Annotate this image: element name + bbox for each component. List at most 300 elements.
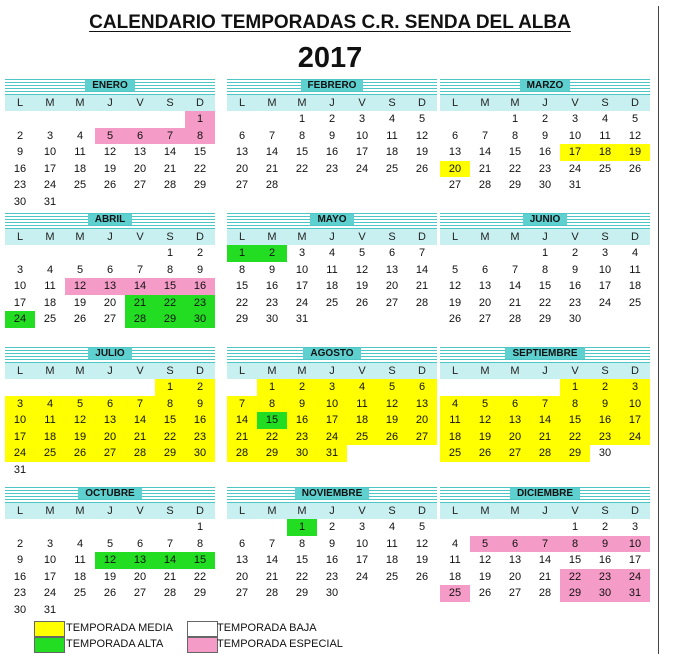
weekday-label: M xyxy=(75,505,85,517)
day-cell: 21 xyxy=(163,162,177,175)
day-cell: 9 xyxy=(571,263,579,276)
month-septiembre xyxy=(440,347,650,462)
empty-cell xyxy=(125,245,155,262)
day-cell: 2 xyxy=(328,521,336,533)
day-cell: 23 xyxy=(185,295,215,312)
day-cell: 11 xyxy=(386,129,398,142)
day-cell: 1 xyxy=(166,247,174,259)
weekday-label: M xyxy=(75,97,85,109)
month-noviembre xyxy=(227,487,437,602)
day-cell: 7 xyxy=(136,263,144,276)
day-cell: 14 xyxy=(265,146,279,158)
day-cell: 10 xyxy=(43,554,57,566)
month-name: ABRIL xyxy=(88,214,133,225)
day-cell: 6 xyxy=(500,536,530,553)
day-cell: 6 xyxy=(407,379,437,396)
day-cell: 15 xyxy=(568,554,582,566)
empty-cell xyxy=(530,519,560,536)
day-cell: 22 xyxy=(235,296,249,309)
day-cell: 24 xyxy=(598,296,612,309)
empty-cell xyxy=(440,111,470,128)
weekday-label: M xyxy=(297,97,307,109)
weekday-label: D xyxy=(631,97,639,109)
day-cell: 1 xyxy=(511,113,519,125)
day-cell: 13 xyxy=(235,554,249,566)
day-cell: 13 xyxy=(407,396,437,413)
weekday-label: D xyxy=(196,231,204,243)
day-cell: 29 xyxy=(560,445,590,462)
day-cell: 15 xyxy=(185,552,215,569)
day-cell: 29 xyxy=(560,585,590,602)
day-cell: 7 xyxy=(530,396,560,413)
day-cell: 17 xyxy=(598,280,612,292)
empty-cell xyxy=(35,111,65,128)
day-cell: 29 xyxy=(193,587,207,599)
day-cell: 27 xyxy=(235,587,249,599)
day-cell: 14 xyxy=(265,554,279,566)
day-cell: 2 xyxy=(328,113,336,125)
day-cell: 5 xyxy=(358,247,366,259)
day-cell: 12 xyxy=(103,146,117,158)
day-cell: 18 xyxy=(448,570,462,583)
weekday-label: L xyxy=(238,231,246,243)
day-cell: 22 xyxy=(295,162,309,175)
day-cell: 8 xyxy=(298,129,306,142)
weekday-label: L xyxy=(451,365,459,377)
day-cell: 7 xyxy=(511,263,519,276)
day-cell: 25 xyxy=(325,296,339,309)
weekday-label: V xyxy=(136,505,144,517)
day-cell: 3 xyxy=(46,537,54,550)
day-cell: 9 xyxy=(185,396,215,413)
day-cell: 11 xyxy=(326,263,338,276)
day-cell: 12 xyxy=(415,537,429,550)
day-cell: 16 xyxy=(265,280,279,292)
empty-cell xyxy=(470,519,500,536)
day-cell: 4 xyxy=(35,396,65,413)
day-cell: 27 xyxy=(407,429,437,446)
day-cell: 10 xyxy=(355,537,369,550)
weekday-label: M xyxy=(267,505,277,517)
day-cell: 19 xyxy=(415,554,429,566)
day-cell: 11 xyxy=(440,412,470,429)
empty-cell xyxy=(440,245,470,262)
day-cell: 19 xyxy=(415,146,429,158)
day-cell: 23 xyxy=(538,162,552,175)
empty-cell xyxy=(35,245,65,262)
weekday-label: V xyxy=(358,365,366,377)
weekday-label: V xyxy=(358,97,366,109)
day-cell: 16 xyxy=(598,554,612,566)
weekday-label: J xyxy=(107,97,113,109)
day-cell: 18 xyxy=(73,162,87,175)
year-heading: 2017 xyxy=(297,42,363,74)
empty-cell xyxy=(257,519,287,536)
day-cell: 10 xyxy=(355,129,369,142)
day-cell: 18 xyxy=(43,296,57,309)
month-abril xyxy=(5,213,215,328)
day-cell: 22 xyxy=(257,429,287,446)
day-cell: 28 xyxy=(265,179,279,191)
day-cell: 28 xyxy=(415,296,429,309)
day-cell: 7 xyxy=(166,537,174,550)
empty-cell xyxy=(227,519,257,536)
empty-cell xyxy=(5,111,35,128)
month-header xyxy=(227,79,437,95)
day-cell: 4 xyxy=(601,113,609,125)
day-cell: 30 xyxy=(568,313,582,325)
day-cell: 4 xyxy=(388,113,396,125)
day-cell: 30 xyxy=(13,195,27,208)
day-cell: 5 xyxy=(418,521,426,533)
day-cell: 7 xyxy=(125,396,155,413)
day-cell: 18 xyxy=(325,280,339,292)
day-cell: 4 xyxy=(388,521,396,533)
day-cell: 10 xyxy=(13,280,27,292)
weekday-label: D xyxy=(418,505,426,517)
weekday-label: S xyxy=(388,231,396,243)
day-cell: 19 xyxy=(73,296,87,309)
empty-cell xyxy=(227,379,257,396)
day-cell: 17 xyxy=(13,296,27,309)
day-cell: 1 xyxy=(196,521,204,533)
day-cell: 8 xyxy=(196,537,204,550)
weekday-label: M xyxy=(510,231,520,243)
weekday-label: L xyxy=(451,97,459,109)
day-cell: 6 xyxy=(500,396,530,413)
month-header xyxy=(5,213,215,229)
weekday-label: M xyxy=(510,365,520,377)
day-cell: 2 xyxy=(571,247,579,259)
weekday-label: S xyxy=(166,505,174,517)
month-header xyxy=(440,79,650,95)
weekday-label: M xyxy=(267,231,277,243)
day-cell: 10 xyxy=(5,412,35,429)
empty-cell xyxy=(5,519,35,536)
day-cell: 5 xyxy=(76,263,84,276)
empty-cell xyxy=(5,379,35,396)
day-cell: 1 xyxy=(571,521,579,533)
days-grid xyxy=(227,519,437,602)
weekday-label: V xyxy=(571,231,579,243)
weekday-label: J xyxy=(107,231,113,243)
day-cell: 7 xyxy=(418,247,426,259)
day-cell: 4 xyxy=(631,247,639,259)
day-cell: 24 xyxy=(355,570,369,583)
empty-cell xyxy=(470,379,500,396)
day-cell: 21 xyxy=(530,429,560,446)
day-cell: 17 xyxy=(295,280,309,292)
day-cell: 29 xyxy=(193,179,207,191)
day-cell: 12 xyxy=(628,129,642,142)
empty-cell xyxy=(155,111,185,128)
weekday-label: J xyxy=(329,505,335,517)
weekday-label: S xyxy=(166,97,174,109)
day-cell: 27 xyxy=(235,179,249,191)
day-cell: 6 xyxy=(136,537,144,550)
empty-cell xyxy=(95,519,125,536)
weekday-label: M xyxy=(297,231,307,243)
weekday-header-row xyxy=(440,363,650,379)
weekday-header-row xyxy=(440,503,650,519)
day-cell: 30 xyxy=(590,585,620,602)
day-cell: 11 xyxy=(44,280,56,292)
day-cell: 15 xyxy=(295,146,309,158)
day-cell: 5 xyxy=(106,537,114,550)
month-name: AGOSTO xyxy=(303,348,360,359)
days-grid xyxy=(440,379,650,462)
month-name: ENERO xyxy=(85,80,135,91)
legend-label-especial: TEMPORADA ESPECIAL xyxy=(217,638,343,650)
day-cell: 19 xyxy=(478,570,492,583)
month-header xyxy=(227,487,437,503)
day-cell: 22 xyxy=(295,570,309,583)
month-febrero xyxy=(227,79,437,194)
day-cell: 12 xyxy=(65,412,95,429)
day-cell: 20 xyxy=(235,570,249,583)
day-cell: 26 xyxy=(103,179,117,191)
day-cell: 21 xyxy=(265,162,279,175)
day-cell: 10 xyxy=(598,263,612,276)
empty-cell xyxy=(500,379,530,396)
day-cell: 3 xyxy=(601,247,609,259)
day-cell: 24 xyxy=(355,162,369,175)
month-name: MAYO xyxy=(310,214,353,225)
day-cell: 24 xyxy=(568,162,582,175)
day-cell: 4 xyxy=(328,247,336,259)
day-cell: 1 xyxy=(227,245,257,262)
day-cell: 29 xyxy=(155,311,185,328)
month-header xyxy=(440,347,650,363)
day-cell: 24 xyxy=(620,429,650,446)
page-right-border xyxy=(658,6,659,654)
day-cell: 2 xyxy=(16,129,24,142)
weekday-label: V xyxy=(358,505,366,517)
empty-cell xyxy=(227,111,257,128)
day-cell: 6 xyxy=(125,128,155,145)
month-name: MARZO xyxy=(520,80,571,91)
day-cell: 3 xyxy=(16,263,24,276)
day-cell: 4 xyxy=(76,537,84,550)
empty-cell xyxy=(500,519,530,536)
legend-swatch-baja xyxy=(187,621,218,637)
month-name: JUNIO xyxy=(523,214,568,225)
day-cell: 13 xyxy=(478,280,492,292)
day-cell: 31 xyxy=(620,585,650,602)
day-cell: 7 xyxy=(530,536,560,553)
month-header xyxy=(440,213,650,229)
day-cell: 1 xyxy=(155,379,185,396)
empty-cell xyxy=(65,379,95,396)
day-cell: 5 xyxy=(451,263,459,276)
month-diciembre xyxy=(440,487,650,602)
days-grid xyxy=(440,245,650,328)
day-cell: 12 xyxy=(377,396,407,413)
day-cell: 28 xyxy=(530,445,560,462)
day-cell: 25 xyxy=(35,445,65,462)
day-cell: 16 xyxy=(538,146,552,158)
weekday-label: V xyxy=(136,231,144,243)
day-cell: 29 xyxy=(257,445,287,462)
day-cell: 19 xyxy=(355,280,369,292)
day-cell: 25 xyxy=(385,570,399,583)
day-cell: 13 xyxy=(133,146,147,158)
day-cell: 27 xyxy=(103,313,117,325)
day-cell: 3 xyxy=(631,521,639,533)
weekday-header-row xyxy=(227,363,437,379)
weekday-label: V xyxy=(358,231,366,243)
day-cell: 18 xyxy=(385,554,399,566)
day-cell: 25 xyxy=(628,296,642,309)
day-cell: 8 xyxy=(541,263,549,276)
legend-swatch-media xyxy=(34,621,65,637)
day-cell: 7 xyxy=(481,129,489,142)
day-cell: 15 xyxy=(155,412,185,429)
day-cell: 5 xyxy=(470,396,500,413)
weekday-label: J xyxy=(329,231,335,243)
day-cell: 30 xyxy=(325,587,339,599)
day-cell: 12 xyxy=(95,552,125,569)
day-cell: 1 xyxy=(541,247,549,259)
day-cell: 30 xyxy=(287,445,317,462)
day-cell: 9 xyxy=(590,396,620,413)
day-cell: 16 xyxy=(185,412,215,429)
month-name: DICIEMBRE xyxy=(510,488,580,499)
day-cell: 12 xyxy=(65,278,95,295)
day-cell: 28 xyxy=(538,587,552,599)
weekday-header-row xyxy=(5,95,215,111)
day-cell: 23 xyxy=(590,429,620,446)
weekday-label: L xyxy=(16,97,24,109)
day-cell: 21 xyxy=(508,296,522,309)
day-cell: 14 xyxy=(530,412,560,429)
day-cell: 24 xyxy=(620,569,650,586)
day-cell: 23 xyxy=(568,296,582,309)
month-agosto xyxy=(227,347,437,462)
weekday-label: D xyxy=(631,505,639,517)
weekday-label: V xyxy=(136,97,144,109)
day-cell: 25 xyxy=(43,313,57,325)
day-cell: 26 xyxy=(377,429,407,446)
day-cell: 3 xyxy=(317,379,347,396)
weekday-label: D xyxy=(196,365,204,377)
day-cell: 1 xyxy=(287,519,317,536)
day-cell: 2 xyxy=(601,521,609,533)
day-cell: 3 xyxy=(571,113,579,125)
day-cell: 22 xyxy=(193,570,207,583)
day-cell: 26 xyxy=(415,570,429,583)
weekday-header-row xyxy=(5,229,215,245)
day-cell: 2 xyxy=(287,379,317,396)
day-cell: 2 xyxy=(590,379,620,396)
weekday-label: D xyxy=(631,231,639,243)
day-cell: 21 xyxy=(478,162,492,175)
day-cell: 17 xyxy=(5,429,35,446)
day-cell: 21 xyxy=(163,570,177,583)
day-cell: 11 xyxy=(35,412,65,429)
day-cell: 31 xyxy=(13,463,27,476)
day-cell: 8 xyxy=(166,263,174,276)
day-cell: 15 xyxy=(538,280,552,292)
weekday-label: M xyxy=(480,365,490,377)
day-cell: 3 xyxy=(358,113,366,125)
day-cell: 12 xyxy=(478,554,492,566)
weekday-label: L xyxy=(16,365,24,377)
day-cell: 9 xyxy=(16,146,24,158)
weekday-header-row xyxy=(440,95,650,111)
days-grid xyxy=(5,519,215,618)
empty-cell xyxy=(125,111,155,128)
weekday-label: S xyxy=(601,231,609,243)
empty-cell xyxy=(5,245,35,262)
day-cell: 2 xyxy=(185,379,215,396)
day-cell: 23 xyxy=(287,429,317,446)
day-cell: 6 xyxy=(388,247,396,259)
day-cell: 6 xyxy=(238,129,246,142)
days-grid xyxy=(227,379,437,462)
empty-cell xyxy=(65,111,95,128)
day-cell: 30 xyxy=(598,447,612,459)
day-cell: 1 xyxy=(560,379,590,396)
day-cell: 13 xyxy=(125,552,155,569)
month-header xyxy=(440,487,650,503)
day-cell: 14 xyxy=(538,554,552,566)
day-cell: 20 xyxy=(133,570,147,583)
day-cell: 9 xyxy=(328,537,336,550)
day-cell: 17 xyxy=(317,412,347,429)
day-cell: 6 xyxy=(238,537,246,550)
day-cell: 19 xyxy=(620,144,650,161)
weekday-label: D xyxy=(631,365,639,377)
empty-cell xyxy=(125,379,155,396)
weekday-label: D xyxy=(418,231,426,243)
day-cell: 21 xyxy=(227,429,257,446)
empty-cell xyxy=(35,379,65,396)
day-cell: 5 xyxy=(631,113,639,125)
weekday-header-row xyxy=(227,503,437,519)
day-cell: 23 xyxy=(13,587,27,599)
weekday-label: J xyxy=(107,505,113,517)
day-cell: 11 xyxy=(449,554,461,566)
day-cell: 30 xyxy=(265,313,279,325)
day-cell: 14 xyxy=(163,146,177,158)
day-cell: 20 xyxy=(440,161,470,178)
day-cell: 15 xyxy=(560,412,590,429)
weekday-label: V xyxy=(571,365,579,377)
day-cell: 21 xyxy=(415,280,429,292)
month-name: FEBRERO xyxy=(301,80,364,91)
weekday-header-row xyxy=(227,229,437,245)
day-cell: 21 xyxy=(125,429,155,446)
day-cell: 17 xyxy=(355,554,369,566)
month-header xyxy=(227,213,437,229)
day-cell: 9 xyxy=(590,536,620,553)
day-cell: 5 xyxy=(65,396,95,413)
day-cell: 8 xyxy=(298,537,306,550)
weekday-label: M xyxy=(480,231,490,243)
day-cell: 13 xyxy=(508,554,522,566)
day-cell: 19 xyxy=(470,429,500,446)
day-cell: 23 xyxy=(325,162,339,175)
legend-swatch-alta xyxy=(34,637,65,653)
days-grid xyxy=(5,111,215,210)
page-title-text: CALENDARIO TEMPORADAS C.R. SENDA DEL ALBA xyxy=(89,12,571,33)
day-cell: 19 xyxy=(103,162,117,175)
day-cell: 28 xyxy=(478,179,492,191)
day-cell: 16 xyxy=(185,278,215,295)
day-cell: 26 xyxy=(355,296,369,309)
day-cell: 7 xyxy=(268,537,276,550)
